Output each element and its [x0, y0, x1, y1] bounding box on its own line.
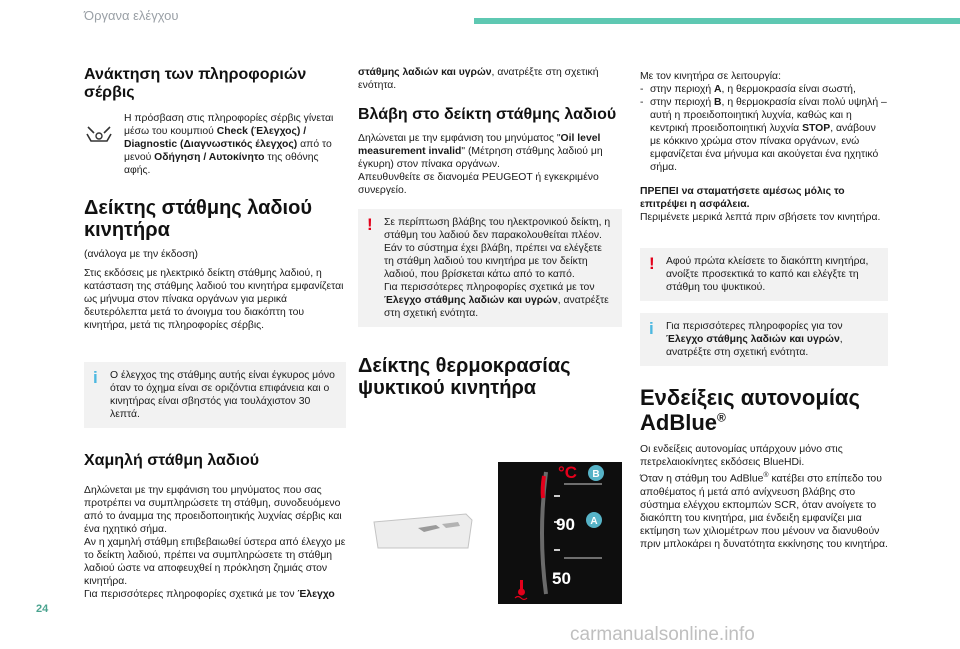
info-note-oil: i Ο έλεγχος της στάθμης αυτής είναι έγκυρος μόνο όταν το όχημα είναι σε οριζόντια επιφάνεια και ο κινητήρας είναι σβηστός για τουλάχιστον 30 λεπτά. [84, 362, 346, 428]
heading-adblue: Ενδείξεις αυτονομίας AdBlue® [640, 385, 860, 435]
gauge-label-b: B [592, 469, 600, 480]
heading-oil-level: Δείκτης στάθμης λαδιού κινητήρα [84, 196, 312, 242]
low-oil-paragraph: Δηλώνεται με την εμφάνιση του μηνύματος που σας προτρέπει να συμπληρώσετε τη στάθμη, συνοδευόμενο από το άναμμα της προειδοποιητικής λυχνίας σέρβις και ένα ηχητικό σήμα. [84, 484, 342, 535]
column-2 [358, 66, 622, 400]
wrench-icon [84, 112, 116, 177]
warning-note-oil: ! Σε περίπτωση βλάβης του ηλεκτρονικού δείκτη, η στάθμη του λαδιού δεν παρακολουθείται πλέον. Εάν το σύστημα έχει βλάβη, πρέπει να ελέγξετε τη στάθμη λαδιού του κινητήρα με τον δείκτη λαδιού, που βρίσκεται κάτω από το καπό. Για περισσότερες πληροφορίες σχετικά με τον Έλεγχο στάθμης λαδιών και υγρών, ανατρέξτε στη σχετική ενότητα. [358, 209, 622, 327]
info-note-coolant: i Για περισσότερες πληροφορίες για τον Έλεγχο στάθμης λαδιών και υγρών, ανατρέξτε στη σχετική ενότητα. [640, 313, 888, 366]
must-stop-text: ΠΡΕΠΕΙ να σταματήσετε αμέσως μόλις το επιτρέψει η ασφάλεια. [640, 186, 845, 210]
heading-coolant-temp: Δείκτης θερμοκρασίας ψυκτικού κινητήρα [358, 354, 571, 400]
adblue-paragraph-1: Οι ενδείξεις αυτονομίας υπάρχουν μόνο στις πετρελαιοκίνητες εκδόσεις BlueHDi. [640, 444, 843, 469]
list-item-zone-b: - στην περιοχή B, η θερμοκρασία είναι πολύ υψηλή – αυτή η προειδοποιητική λυχνία, καθώς και η κεντρική προειδοποιητική λυχνία STOP, ανάβουν με κόκκινο χρώμα στον πίνακα οργάνων, ενώ εμφανίζεται ένα μήνυμα και ακούγεται ένα ηχητικό σήμα. [650, 96, 888, 174]
gauge-value-high: 90 [556, 515, 575, 534]
section-header: Όργανα ελέγχου [84, 8, 179, 23]
oil-fault-paragraph-2: Απευθυνθείτε σε διανομέα PEUGEOT ή εγκεκριμένο συνεργείο. [358, 171, 599, 196]
header-accent-bar [474, 18, 960, 24]
info-icon: i [93, 367, 98, 387]
thermometer-icon [515, 580, 527, 600]
gauge-value-low: 50 [552, 569, 571, 588]
service-access-text: Η πρόσβαση στις πληροφορίες σέρβις γίνεται μέσω του κουμπιού Check (Έλεγχος) / Diagnostic (Διαγνωστικός έλεγχος) από το μενού Οδήγηση / Αυτοκίνητο της οθόνης αφής. [124, 112, 334, 176]
gauge-unit: °C [558, 463, 578, 482]
low-oil-paragraph-3: Για περισσότερες πληροφορίες σχετικά με τον Έλεγχο [84, 588, 335, 600]
heading-service-info: Ανάκτηση των πληροφοριών σέρβις [84, 66, 307, 101]
temperature-zones-list [640, 83, 888, 174]
oil-subtitle: (ανάλογα με την έκδοση) [84, 248, 198, 260]
continued-text: στάθμης λαδιών και υγρών, ανατρέξτε στη σχετική ενότητα. [358, 67, 599, 91]
warning-icon: ! [367, 214, 373, 234]
car-dashboard-illustration [368, 508, 478, 559]
oil-fault-paragraph: Δηλώνεται με την εμφάνιση του μηνύματος "Oil level measurement invalid" (Μέτρηση στάθμης λαδιού μη έγκυρη) στον πίνακα οργάνων. [358, 132, 603, 170]
oil-paragraph: Στις εκδόσεις με ηλεκτρικό δείκτη στάθμης λαδιού, η κατάσταση της στάθμης λαδιού του κινητήρα εμφανίζεται ως μήνυμα στον πίνακα οργάνων για μερικά δευτερόλεπτα μετά το άνοιγμα του διακόπτη του κινητήρα, μετά τις πληροφορίες σέρβις. [84, 267, 344, 331]
list-item-zone-a: - στην περιοχή A, η θερμοκρασία είναι σωστή, [650, 83, 888, 96]
heading-oil-fault: Βλάβη στο δείκτη στάθμης λαδιού [358, 106, 617, 123]
gauge-label-a: A [590, 516, 598, 527]
column-1 [84, 66, 346, 601]
service-access [84, 112, 346, 177]
warning-note-coolant: ! Αφού πρώτα κλείσετε το διακόπτη κινητήρα, ανοίξτε προσεκτικά το καπό και ελέγξτε τη στάθμη του ψυκτικού. [640, 248, 888, 301]
column-3 [640, 70, 888, 551]
warning-icon: ! [649, 254, 655, 273]
watermark: carmanualsonline.info [570, 624, 755, 645]
coolant-temperature-gauge [498, 462, 622, 604]
wait-text: Περιμένετε μερικά λεπτά πριν σβήσετε τον κινητήρα. [640, 212, 881, 223]
adblue-paragraph-2: Όταν η στάθμη του AdBlue® κατέβει στο επίπεδο του αποθέματος ή μετά από ανίχνευση βλάβης στο σύστημα ελέγχου εκπομπών SCR, όταν ανοίγετε το διακόπτη του κινητήρα, μια ένδειξη εμφανίζει μια εκτίμηση των χιλιομέτρων που μένουν να διανυθούν πριν μπλοκάρει η δυνατότητα εκκίνησης του κινητήρα. [640, 472, 888, 550]
heading-low-oil: Χαμηλή στάθμη λαδιού [84, 451, 260, 469]
info-icon: i [649, 319, 654, 338]
page-number: 24 [36, 603, 49, 615]
engine-running-intro: Με τον κινητήρα σε λειτουργία: [640, 71, 781, 82]
low-oil-paragraph-2: Αν η χαμηλή στάθμη επιβεβαιωθεί ύστερα από έλεγχο με το δείκτη λαδιού, πρέπει να συμπληρώσετε τη στάθμη λαδιού ώστε να αποφευχθεί η πρόκληση ζημιάς στον κινητήρα. [84, 536, 346, 587]
